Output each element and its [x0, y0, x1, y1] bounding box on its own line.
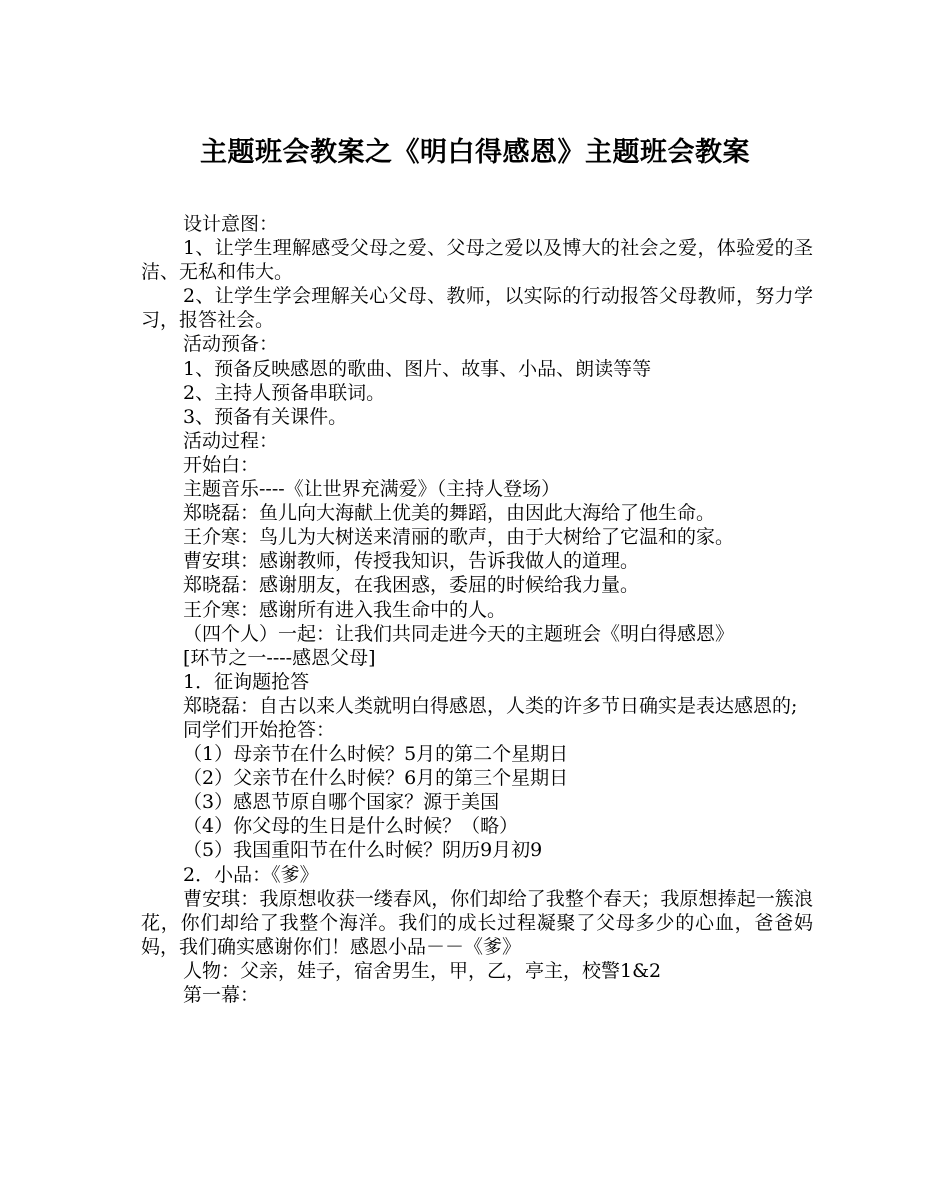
paragraph-opening-heading: 开始白： — [183, 453, 260, 476]
paragraph-dialogue-wang-1: 王介寒：鸟儿为大树送来清丽的歌声，由于大树给了它温和的家。 — [183, 526, 735, 549]
paragraph-dialogue-zheng-1: 郑晓磊：鱼儿向大海献上优美的舞蹈，由因此大海给了他生命。 — [183, 502, 716, 525]
paragraph-act-one-heading: 第一幕： — [183, 984, 260, 1006]
paragraph-quiz-q5: （5）我国重阳节在什么时候？阴历9月初9 — [183, 839, 543, 862]
document-body — [141, 212, 813, 1007]
paragraph-characters: 人物：父亲，娃子，宿舍男生，甲，乙，亭主，校警1&2 — [183, 959, 662, 982]
paragraph-dialogue-zheng-2: 郑晓磊：感谢朋友，在我困惑，委屈的时候给我力量。 — [183, 574, 640, 597]
paragraph-preparation-3: 3、预备有关课件。 — [183, 405, 348, 428]
paragraph-dialogue-all: （四个人）一起：让我们共同走进今天的主题班会《明白得感恩》 — [183, 622, 735, 645]
paragraph-dialogue-cao-2: 曹安琪：我原想收获一缕春风，你们却给了我整个春天；我原想捧起一簇浪花，你们却给了我整个海洋。我们的成长过程凝聚了父母多少的心血，爸爸妈妈，我们确实感谢你们！感恩小品－－《爹》 — [141, 887, 813, 958]
paragraph-preparation-2: 2、主持人预备串联词。 — [183, 381, 386, 404]
paragraph-skit-heading: 2．小品：《爹》 — [183, 863, 319, 886]
paragraph-section-1-heading: [环节之一----感恩父母] — [183, 646, 376, 669]
paragraph-dialogue-zheng-3: 郑晓磊：自古以来人类就明白得感恩，人类的许多节日确实是表达感恩的; — [183, 694, 798, 717]
paragraph-quiz-q2: （2）父亲节在什么时候？6月的第三个星期日 — [183, 767, 569, 790]
paragraph-quiz-q4: （4）你父母的生日是什么时候？（略） — [183, 815, 519, 838]
paragraph-design-intent-heading: 设计意图： — [183, 213, 279, 235]
paragraph-theme-music: 主题音乐----《让世界充满爱》（主持人登场） — [183, 478, 561, 501]
paragraph-preparation-heading: 活动预备： — [183, 333, 279, 356]
paragraph-intent-2: 2、让学生学会理解关心父母、教师，以实际的行动报答父母教师，努力学习，报答社会。 — [141, 285, 813, 332]
paragraph-quiz-heading: 1．征询题抢答 — [183, 670, 310, 693]
document-title: 主题班会教案之《明白得感恩》主题班会教案 — [200, 137, 750, 168]
paragraph-process-heading: 活动过程： — [183, 429, 279, 452]
paragraph-quiz-start: 同学们开始抢答： — [183, 718, 336, 741]
paragraph-quiz-q3: （3）感恩节原自哪个国家？源于美国 — [183, 791, 500, 814]
paragraph-preparation-1: 1、预备反映感恩的歌曲、图片、故事、小品、朗读等等 — [183, 357, 652, 380]
paragraph-intent-1: 1、让学生理解感受父母之爱、父母之爱以及博大的社会之爱，体验爱的圣洁、无私和伟大。 — [141, 237, 813, 284]
paragraph-dialogue-wang-2: 王介寒：感谢所有进入我生命中的人。 — [183, 598, 507, 621]
paragraph-dialogue-cao-1: 曹安琪：感谢教师，传授我知识，告诉我做人的道理。 — [183, 550, 640, 573]
paragraph-quiz-q1: （1）母亲节在什么时候？5月的第二个星期日 — [183, 743, 569, 766]
